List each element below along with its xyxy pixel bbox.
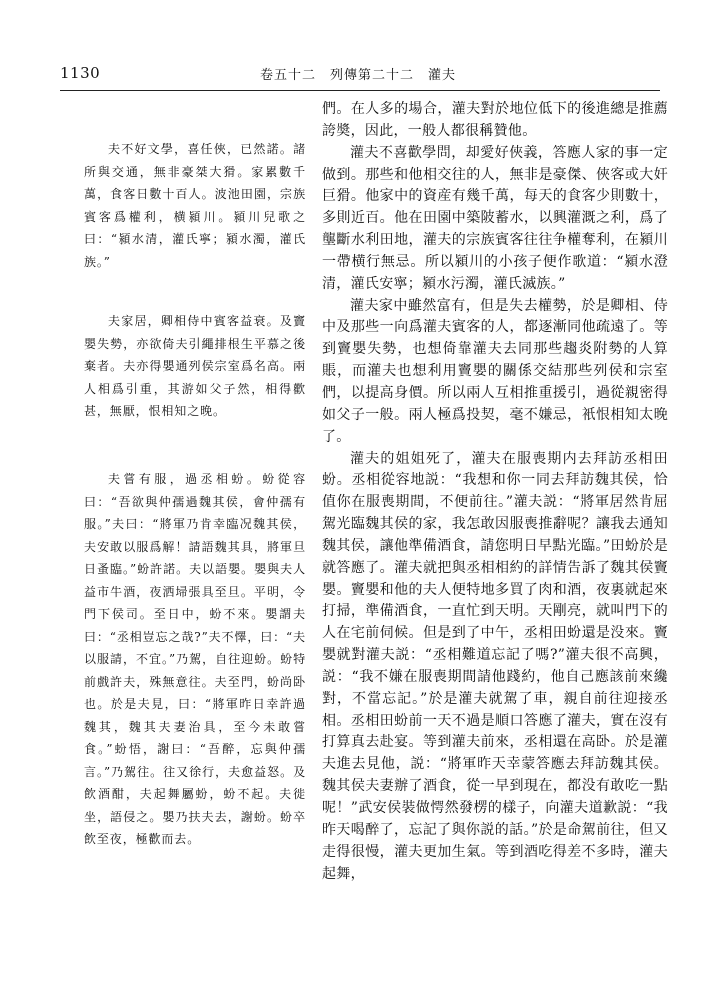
header-rule [60, 90, 660, 91]
original-paragraph-1: 夫不好文學，喜任俠，已然諾。諸所與交通，無非豪桀大猾。家累數千萬，食客日數十百人。波池田園，宗族賓客爲權利，横潁川。潁川兒歌之曰：“潁水清，灌氏寧；潁水濁，灌氏族。” [84, 142, 306, 269]
translation-column [322, 99, 668, 885]
original-paragraph-3: 夫嘗有服，過丞相蚡。蚡從容曰：“吾欲與仲孺過魏其侯，會仲孺有服。”夫曰：“將軍乃肯幸臨况魏其侯，夫安敢以服爲解！請語魏其具，將軍旦日蚤臨。”蚡許諾。夫以語嬰。嬰與夫人益市牛酒，夜洒埽張具至旦。平明，令門下侯司。至日中，蚡不來。嬰謂夫曰：“丞相豈忘之哉?”夫不懌，曰：“夫以服請，不宜。”乃駕，自往迎蚡。蚡特前戲許夫，殊無意往。夫至門，蚡尚卧也。於是夫見，曰：“將軍昨日幸許過魏其，魏其夫妻治具，至今未敢嘗食。”蚡悟，謝曰：“吾醉，忘與仲孺言。”乃駕往。往又徐行，夫愈益怒。及飲酒酣，夫起舞屬蚡，蚡不起。夫徙坐，語侵之。嬰乃扶夫去，謝蚡。蚡卒飲至夜，極歡而去。 [84, 472, 306, 846]
running-head: 卷五十二 列傳第二十二 灌夫 [260, 68, 457, 83]
original-paragraph-2: 夫家居，卿相侍中賓客益衰。及竇嬰失勢，亦欲倚夫引繩排根生平慕之後棄者。夫亦得嬰通列侯宗室爲名高。兩人相爲引重，其游如父子然，相得歡甚，無厭，恨相知之晚。 [84, 314, 306, 418]
page-number: 1130 [60, 64, 101, 82]
translation-paragraph-4: 灌夫的姐姐死了，灌夫在服喪期内去拜訪丞相田蚡。丞相從容地説：“我想和你一同去拜訪魏其侯，恰值你在服喪期間，不便前往。”灌夫説：“將軍居然肯屈駕光臨魏其侯的家，我怎敢因服喪推辭呢？讓我去通知魏其侯，讓他準備酒食，請您明日早點光臨。”田蚡於是就答應了。灌夫就把與丞相相約的詳情告訴了魏其侯竇嬰。竇嬰和他的夫人便特地多買了肉和酒，夜裏就起來打掃，準備酒食，一直忙到天明。天剛亮，就叫門下的人在宅前伺候。但是到了中午，丞相田蚡還是没來。竇嬰就對灌夫説：“丞相難道忘記了嗎?”灌夫很不高興，説：“我不嫌在服喪期間請他踐約，他自己應該前來纔對，不當忘記。”於是灌夫就駕了車，親自前往迎接丞相。丞相田蚡前一天不過是順口答應了灌夫，實在沒有打算真去赴宴。等到灌夫前來，丞相還在高卧。於是灌夫進去見他，説：“將軍昨天幸蒙答應去拜訪魏其侯。魏其侯夫妻辦了酒食，從一早到現在，都没有敢吃一點呢！”武安侯裝做愕然發楞的樣子，向灌夫道歉説：“我昨天喝醉了，忘記了與你説的話。”於是命駕前往，但又走得很慢，灌夫更加生氣。等到酒吃得差不多時，灌夫起舞， [322, 450, 668, 882]
translation-paragraph-1: 們。在人多的場合，灌夫對於地位低下的後進總是推薦誇奬，因此，一般人都很稱贊他。 [322, 101, 668, 139]
translation-paragraph-2: 灌夫不喜歡學問，却愛好俠義，答應人家的事一定做到。那些和他相交往的人，無非是豪傑、俠客或大奸巨猾。他家中的資産有幾千萬，每天的食客少則數十，多則近百。他在田園中築陂蓄水，以興灌溉之利，爲了壟斷水利田地，灌夫的宗族賓客往往争權奪利，在潁川一帶横行無忌。所以潁川的小孩子便作歌道：“潁水澄清，灌氏安寧；潁水污濁，灌氏滅族。” [322, 144, 668, 292]
page-header [60, 64, 660, 86]
translation-paragraph-3: 灌夫家中雖然富有，但是失去權勢，於是卿相、侍中及那些一向爲灌夫賓客的人，都逐漸同他疏遠了。等到竇嬰失勢，也想倚靠灌夫去同那些趨炎附勢的人算賬，而灌夫也想利用竇嬰的關係交結那些列侯和宗室們，以提高身價。所以兩人互相推重援引，過從親密得如父子一般。兩人極爲投契，毫不嫌忌，衹恨相知太晚了。 [322, 297, 668, 445]
